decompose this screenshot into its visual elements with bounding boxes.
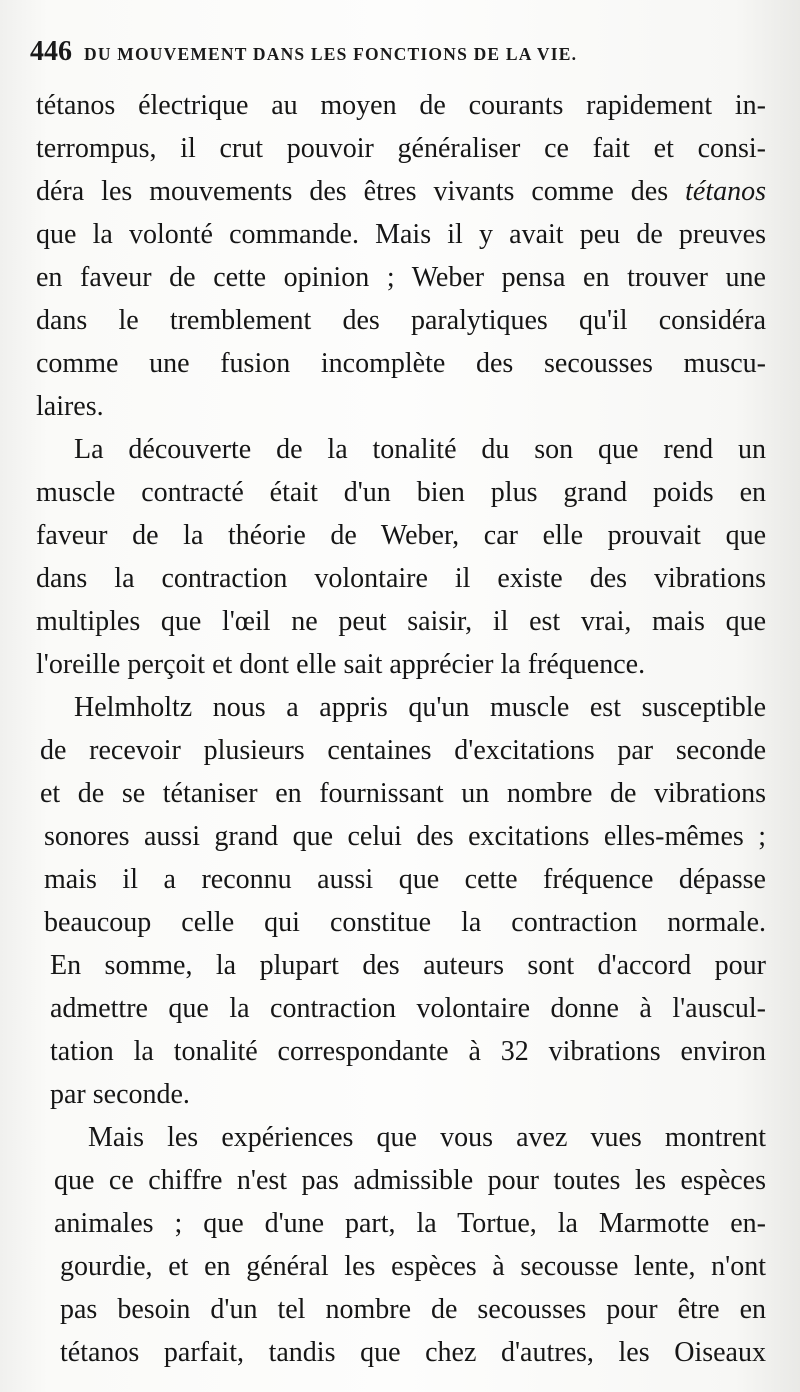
paragraph-start-line: Mais les expériences que vous avez vues montrent bbox=[88, 1122, 766, 1153]
text-line: multiples que l'œil ne peut saisir, il est vrai, mais que bbox=[36, 606, 766, 637]
running-title: DU MOUVEMENT DANS LES FONCTIONS DE LA VIE. bbox=[84, 44, 578, 64]
text-line: et de se tétaniser en fournissant un nombre de vibrations bbox=[40, 778, 766, 809]
text-line: tation la tonalité correspondante à 32 vibrations environ bbox=[50, 1036, 766, 1067]
italic-word: tétanos bbox=[685, 176, 766, 207]
paragraph-start-line: La découverte de la tonalité du son que rend un bbox=[74, 434, 766, 465]
text-line: tétanos électrique au moyen de courants rapidement in- bbox=[36, 90, 766, 121]
page-header bbox=[30, 36, 770, 76]
text-line: comme une fusion incomplète des secousses muscu- bbox=[36, 348, 766, 379]
text-line: sonores aussi grand que celui des excitations elles-mêmes ; bbox=[44, 821, 766, 852]
text-line: dans la contraction volontaire il existe des vibrations bbox=[36, 563, 766, 594]
text-line: que la volonté commande. Mais il y avait peu de preuves bbox=[36, 219, 766, 250]
text-line: dans le tremblement des paralytiques qu'il considéra bbox=[36, 305, 766, 336]
text-line: muscle contracté était d'un bien plus grand poids en bbox=[36, 477, 766, 508]
body-text bbox=[36, 84, 766, 1374]
text-line: En somme, la plupart des auteurs sont d'accord pour bbox=[50, 950, 766, 981]
text-line: admettre que la contraction volontaire donne à l'auscul- bbox=[50, 993, 766, 1024]
text-line: terrompus, il crut pouvoir généraliser ce fait et consi- bbox=[36, 133, 766, 164]
text-line: en faveur de cette opinion ; Weber pensa en trouver une bbox=[36, 262, 766, 293]
text-line: animales ; que d'une part, la Tortue, la Marmotte en- bbox=[54, 1208, 766, 1239]
text-line: beaucoup celle qui constitue la contraction normale. bbox=[44, 907, 766, 938]
page-number: 446 bbox=[30, 36, 72, 67]
text-line: par seconde. bbox=[50, 1079, 190, 1110]
text-line: faveur de la théorie de Weber, car elle prouvait que bbox=[36, 520, 766, 551]
text-line: que ce chiffre n'est pas admissible pour toutes les espèces bbox=[54, 1165, 766, 1196]
text-line: laires. bbox=[36, 391, 104, 422]
text-line: gourdie, et en général les espèces à secousse lente, n'ont bbox=[60, 1251, 766, 1282]
text-line: pas besoin d'un tel nombre de secousses pour être en bbox=[60, 1294, 766, 1325]
text-line: mais il a reconnu aussi que cette fréquence dépasse bbox=[44, 864, 766, 895]
text-line: déra les mouvements des êtres vivants comme des tétanos bbox=[36, 176, 766, 207]
text-line: de recevoir plusieurs centaines d'excitations par seconde bbox=[40, 735, 766, 766]
text-line: l'oreille perçoit et dont elle sait apprécier la fréquence. bbox=[36, 649, 646, 680]
text-line: tétanos parfait, tandis que chez d'autres, les Oiseaux bbox=[60, 1337, 766, 1368]
paragraph-start-line: Helmholtz nous a appris qu'un muscle est susceptible bbox=[74, 692, 766, 723]
